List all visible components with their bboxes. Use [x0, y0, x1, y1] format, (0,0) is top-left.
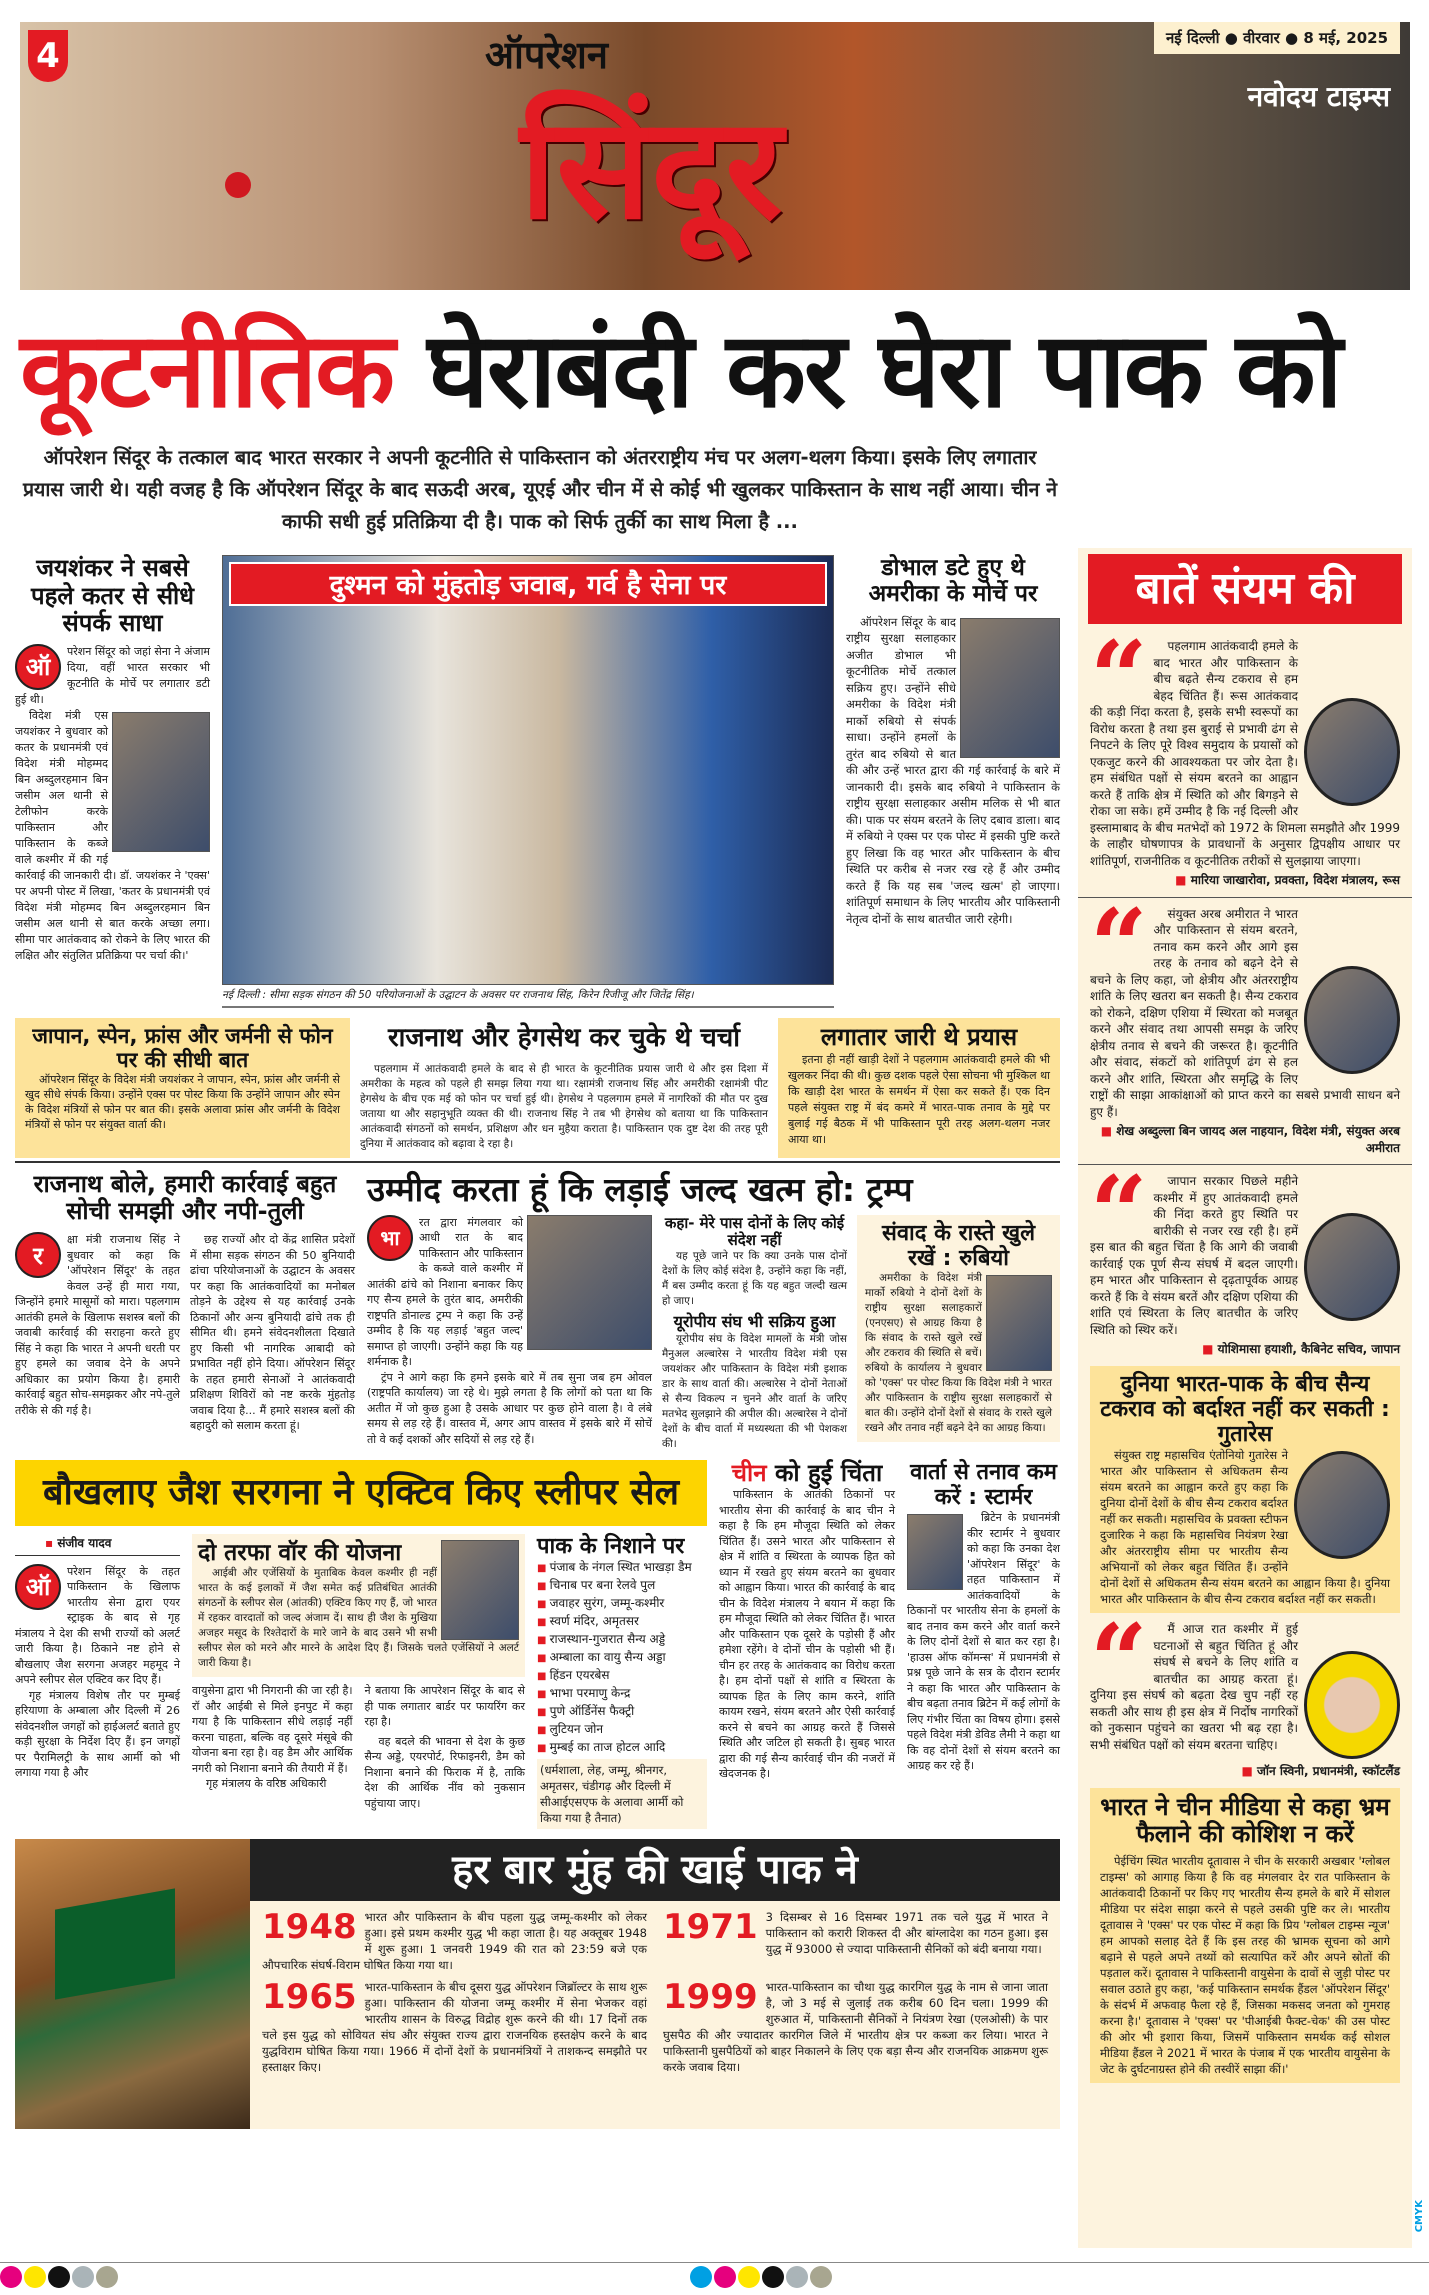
jaish-war-plan: [192, 1534, 525, 1677]
quote-uae: [1078, 898, 1412, 1166]
photo-starmer: [907, 1514, 963, 1590]
quote-russia: [1078, 630, 1412, 898]
war-text: 3 दिसम्बर से 16 दिसम्बर 1971 तक चले युद्ध में भारत ने पाकिस्तान को करारी शिकस्त दी और बांग्लादेश का गठन हुआ। इस युद्ध में 93000 से ज्यादा पाकिस्तानी सैनिकों को बंदी बनाया गया।: [765, 1910, 1048, 1957]
war-text: भारत-पाकिस्तान के बीच दूसरा युद्ध ऑपरेशन जिब्रॉल्टर के साथ शुरू हुआ। पाकिस्तान की योजना जम्मू कश्मीर में सेना भेजकर वहां भारतीय शासन के विरुद्ध विद्रोह शुरू करने की थी। 17 दिनों तक चले इस युद्ध को सोवियत संघ और संयुक्त राज्य द्वारा राजनयिक हस्तक्षेप करने के बाद युद्धविराम घोषित किया गया। 1966 में दोनों देशों के प्रधानमंत्रियों ने ताशकन्द समझौते पर हस्ताक्षर किए।: [262, 1980, 647, 2075]
china-headline: [719, 1460, 895, 1488]
jaish-middle: [192, 1534, 525, 1811]
byline-name: संजीव यादव: [57, 1535, 112, 1550]
quote-icon: “: [1090, 897, 1148, 1005]
war-entry: [262, 1979, 647, 2075]
photo-uae-minister: [1304, 966, 1400, 1074]
drop-cap: ऑ: [15, 644, 61, 690]
japan-calls-text: ऑपरेशन सिंदूर के विदेश मंत्री जयशंकर ने जापान, स्पेन, फ्रांस और जर्मनी से खुद सीधे संपर्क किया। उन्होंने एक्स पर पोस्ट किया कि उन्होंने जापान और स्पेन के विदेश मंत्रियों से फोन पर बात की। इसके अलावा फ्रांस और जर्मनी के विदेश मंत्रियों से फोन पर संयुक्त वार्ता की।: [25, 1073, 340, 1132]
article-china: [719, 1460, 895, 1782]
photo-masood-azhar: [441, 1540, 519, 1640]
pak-targets: [537, 1534, 707, 1829]
history-wars: [250, 1901, 1060, 2083]
war-entry: [262, 1909, 647, 1973]
byline: ▪ संजीव यादव: [15, 1534, 180, 1556]
war-plan-headline: दो तरफा वॉर की योजना: [198, 1539, 402, 1566]
trump-text: ट्रंप ने आगे कहा कि हमने इसके बारे में तब सुना जब हम ओवल (राष्ट्रपति कार्यालय) जा रहे थे। मुझे लगता है कि लोगों को पता था कि अतीत में जो कुछ हुआ है उसके आधार पर कुछ होने वाला है। वे लंबे समय से लड़ रहे हैं। वास्तव में, अगर आप वास्तव में इसके बारे में सोचें तो वे कई दशकों और सदियों से लड़ रहे हैं।: [367, 1370, 652, 1446]
trump-text: रत द्वारा मंगलवार को आधी रात के बाद पाकिस्तान और पाकिस्तान के कब्जे वाले कश्मीर में आतंकी ढांचे को निशाना बनाकर किए गए सैन्य हमले के तुरंत बाद, अमरीकी राष्ट्रपति डोनाल्ड ट्रम्प ने कहा कि उन्हें उम्मीद है कि यह लड़ाई 'बहुत जल्द' समाप्त हो जाएगी। उन्होंने कहा कि यह शर्मनाक है।: [367, 1215, 523, 1369]
row-top-stories: [15, 555, 1060, 1008]
guterres-box: [1090, 1366, 1400, 1614]
lead-headline-black: घेराबंदी कर घेरा पाक को: [427, 309, 1341, 431]
target-item: ■ चिनाब पर बना रेलवे पुल: [537, 1577, 707, 1595]
photo-banner: दुश्मन को मुंहतोड़ जवाब, गर्व है सेना पर: [229, 562, 827, 606]
war-year: 1999: [663, 1977, 758, 2018]
trump-subheading: कहा- मेरे पास दोनों के लिए कोई संदेश नहीं: [664, 1213, 845, 1250]
rubio-text: अमरीका के विदेश मंत्री मार्को रुबियो ने दोनों देशों के राष्ट्रीय सुरक्षा सलाहकारों (एनएसए) से आग्रह किया है कि संवाद के रास्ते खुले रखें और टकराव की स्थिति से बचें। रुबियो के कार्यालय ने बुधवार को 'एक्स' पर पोस्ट किया कि विदेश मंत्री ने भारत और पाकिस्तान के राष्ट्रीय सुरक्षा सलाहकारों से बात की। उन्होंने दोनों देशों से संवाद के रास्ते खुले रखने और तनाव नहीं बढ़ने देने का आग्रह किया।: [865, 1272, 1052, 1435]
series-big-title: सिंदूर: [520, 88, 783, 251]
rubio-headline: संवाद के रास्ते खुले रखें : रुबियो: [881, 1220, 1036, 1272]
eu-subheading: यूरोपीय संघ भी सक्रिय हुआ: [673, 1312, 836, 1332]
masthead-banner: [20, 22, 1410, 290]
photo-swinney: [1304, 1651, 1400, 1759]
quote-text: जापान सरकार पिछले महीने कश्मीर में हुए आतंकवादी हमले की निंदा करते हुए स्थिति पर बारीकी से नजर रख रही है। हमें इस बात की बहुत चिंता है कि आगे की जवाबी कार्रवाई एक पूर्ण सैन्य संघर्ष में बदल जाएगी। हम भारत और पाकिस्तान से दृढ़तापूर्वक आग्रह करते हैं कि वे संयम बरतें और दक्षिण एशिया की शांति एवं स्थिरता के लिए बातचीत के जरिए स्थिति को स्थिर करें।: [1090, 1174, 1298, 1337]
jaishankar-headline: जयशंकर ने सबसे पहले कतर से सीधे संपर्क साधा: [30, 554, 195, 638]
article-jaishankar: [15, 555, 210, 964]
article-hegseth: [350, 1018, 778, 1158]
war-year: 1971: [663, 1907, 758, 1948]
hegseth-text: पहलगाम में आतंकवादी हमले के बाद से ही भारत के कूटनीतिक प्रयास जारी थे और इस दिशा में अमरीका के महत्व को पहले ही समझ लिया गया था। रक्षामंत्री राजनाथ सिंह और अमरीकी रक्षामंत्री पीट हेगसेथ के बीच एक मई को फोन पर चर्चा हुई थी। हेगसेथ ने पहलगाम हमले में नागरिकों की मौत पर दुख जताया था और सहानुभूति व्यक्त की थी। राजनाथ सिंह ने तब भी हेगसेथ को बताया था कि पाकिस्तान आतंकवादी संगठनों को समर्थन, प्रशिक्षण और धन मुहैया कराता है। पाकिस्तान एक दुष्ट देश की तरह पूरी दुनिया में आतंकवाद को बढ़ावा दे रहा है।: [360, 1062, 768, 1150]
quote-icon: “: [1090, 1613, 1148, 1721]
war-year: 1965: [262, 1977, 357, 2018]
jaish-col-4: [365, 1683, 526, 1811]
jaish-text: गृह मंत्रालय विशेष तौर पर मुम्बई हरियाणा के अम्बाला और दिल्ली में 26 संवेदनशील जगहों को हाईअलर्ट बताते हुए कड़ी सुरक्षा के निर्देश दिए हैं। इन जगहों पर पैरामिलट्री के साथ आर्मी को भी लगाया गया है और: [15, 1688, 180, 1780]
targets-note: (धर्मशाला, लेह, जम्मू, श्रीनगर, अमृतसर, चंडीगढ़ और दिल्ली में सीआईएसएफ के अलावा आर्मी को किया गया है तैनात): [537, 1759, 707, 1829]
war-entry: [663, 1979, 1048, 2075]
rajnath-headline: राजनाथ बोले, हमारी कार्रवाई बहुत सोची समझी और नपी-तुली: [33, 1169, 337, 1226]
target-item: ■ राजस्थान-गुजरात सैन्य अड्डे: [537, 1631, 707, 1649]
target-item: ■ मुम्बई का ताज होटल आदि: [537, 1739, 707, 1757]
paper-name-logo: नवोदय टाइम्स: [1247, 80, 1390, 113]
pakistan-flag-icon: [55, 1888, 175, 1999]
article-rajnath: [15, 1171, 355, 1434]
war-entry: [663, 1909, 1048, 1973]
cmyk-label: CMYK: [1414, 2200, 1425, 2233]
jaish-text: वह बदले की भावना से देश के कुछ सैन्य अड्डे, एयरपोर्ट, रिफाइनरी, डैम को निशाना बनाने की फिराक में है, ताकि देश की आर्थिक नींव को नुकसान पहुंचाया जाए।: [364, 1734, 525, 1810]
targets-list: [537, 1559, 707, 1757]
doval-headline: डोभाल डटे हुए थे अमरीका के मोर्चे पर: [868, 555, 1038, 608]
jaish-text: परेशन सिंदूर के तहत पाकिस्तान के खिलाफ भारतीय सेना द्वारा एयर स्ट्राइक के बाद से गृह मंत्रालय ने देश की सभी राज्यों को अलर्ट जारी किया है। ठिकाने नष्ट होने से बौखलाए जैश सरगना अजहर महमूद ने अपने स्लीपर सेल एक्टिव कर दिए हैं।: [15, 1564, 180, 1687]
quote-japan: [1078, 1165, 1412, 1366]
japan-calls-headline: जापान, स्पेन, फ्रांस और जर्मनी से फोन पर की सीधी बात: [32, 1024, 333, 1073]
photo-caption: नई दिल्ली : सीमा सड़क संगठन की 50 परियोजनाओं के उद्घाटन के अवसर पर राजनाथ सिंह, किरेन रिजीजू और जितेंद्र सिंह।: [222, 985, 834, 1008]
history-war-illustration: [15, 1839, 250, 2129]
doval-text: ऑपरेशन सिंदूर के बाद राष्ट्रीय सुरक्षा सलाहकार अजीत डोभाल भी कूटनीतिक मोर्चे तत्काल सक्रिय हुए। उन्होंने सीधे अमरीका के विदेश मंत्री मार्को रुबियो से संपर्क साधा। उन्होंने हमलों के तुरंत बाद रुबियो से बात की और उन्हें भारत द्वारा की गई कार्रवाई के बारे में जानकारी दी। इसके बाद रुबियो ने पाकिस्तान के राष्ट्रीय सुरक्षा सलाहकार असीम मलिक से भी बात की। पाक पर संयम बरतने के लिए दबाव डाला। बाद में रुबियो ने एक्स पर एक पोस्ट में इसकी पुष्टि करते हुए लिखा कि वह भारत और पाकिस्तान के बीच स्थिति पर करीब से नजर रख रहे हैं और उम्मीद करते हैं कि यह सब 'जल्द खत्म' हो जाएगा। शांतिपूर्ण समाधान के लिए भारतीय और पाकिस्तानी नेतृत्व दोनों के साथ बातचीत जारी रहेगी।: [846, 614, 1060, 926]
rajnath-text: क्षा मंत्री राजनाथ सिंह ने बुधवार को कहा कि 'ऑपरेशन सिंदूर' के तहत केवल उन्हें ही मारा गया, जिन्होंने हमारे मासूमों को मारा। पहलगाम आतंकी हमले के खिलाफ सशस्त्र बलों की जवाबी कार्रवाई की सराहना करते हुए सिंह ने कहा कि भारत ने अपनी धरती पर हुए हमले का जवाब देने के अपने अधिकार का प्रयोग किया है। हमारी कार्रवाई बहुत सोच-समझकर और नपे-तुले तरीके से की गई है।: [15, 1233, 180, 1417]
target-item: ■ स्वर्ण मंदिर, अमृतसर: [537, 1613, 707, 1631]
photo-zakharova: [1304, 698, 1400, 806]
history-headline: हर बार मुंह की खाई पाक ने: [250, 1839, 1060, 1901]
starmer-headline: वार्ता से तनाव कम करें : स्टार्मर: [910, 1459, 1057, 1511]
main-column: [15, 555, 1060, 2129]
jaish-section: [15, 1460, 707, 1829]
quote-attribution: ■ शेख अब्दुल्ला बिन जायद अल नाहयान, विदेश मंत्री, संयुक्त अरब अमीरात: [1090, 1123, 1400, 1156]
target-item: ■ पंजाब के नंगल स्थित भाखड़ा डैम: [537, 1559, 707, 1577]
drop-cap: ऑ: [15, 1564, 61, 1610]
dateline: नई दिल्ली ● वीरवार ● 8 मई, 2025: [1154, 22, 1400, 54]
jaishankar-text: परेशन सिंदूर को जहां सेना ने अंजाम दिया, वहीं भारत सरकार भी कूटनीति के मोर्चे पर लगातार डटी हुई थी।: [15, 644, 210, 706]
efforts-headline: लगातार जारी थे प्रयास: [820, 1023, 1018, 1051]
row-diplomacy: [15, 1018, 1060, 1158]
efforts-text: इतना ही नहीं खाड़ी देशों ने पहलगाम आतंकवादी हमले की भी खुलकर निंदा की थी। कुछ दशक पहले ऐसा सोचना भी मुश्किल था कि खाड़ी देश भारत के समर्थन में ऐसा कर सकते हैं। एक दिन पहले संयुक्त राष्ट्र में बंद कमरे में भारत-पाक तनाव के मुद्दे पर बुलाई गई बैठक में भी पाकिस्तान पूरी तरह अलग-थलग नजर आया था।: [788, 1052, 1050, 1146]
quote-attribution: ■ मारिया जाखारोवा, प्रवक्ता, विदेश मंत्रालय, रूस: [1090, 872, 1400, 889]
article-starmer: [907, 1460, 1060, 1774]
article-efforts: [778, 1018, 1060, 1158]
jaish-text: ने बताया कि आपरेशन सिंदूर के बाद से ही पाक लगातार बार्डर पर फायरिंग कर रहा है।: [364, 1684, 525, 1729]
history-box: [15, 1839, 1060, 2129]
article-rubio: [857, 1215, 1060, 1443]
targets-headline: पाक के निशाने पर: [537, 1533, 685, 1559]
drop-cap: र: [15, 1232, 61, 1278]
hegseth-headline: राजनाथ और हेगसेथ कर चुके थे चर्चा: [387, 1023, 741, 1053]
quote-text: मैं आज रात कश्मीर में हुई घटनाओं से बहुत चिंतित हूं और संघर्ष से बचने के लिए शांति व बातचीत का आग्रह करता हूं। दुनिया इस संघर्ष को बढ़ता देख चुप नहीं रह सकती और साथ ही इस क्षेत्र में निर्दोष नागरिकों को नुकसान पहुंचने का खतरा भी बढ़ रहा है। सभी संबंधित पक्षों को संयम बरतना चाहिए।: [1090, 1622, 1298, 1752]
eu-text: यूरोपीय संघ के विदेश मामलों के मंत्री जोस मैनुअल अल्बारेस ने भारतीय विदेश मंत्री एस जयशंकर और पाकिस्तान के विदेश मंत्री इशाक डार के साथ वार्ता की। अल्बारेस ने दोनों नेताओं से सैन्य विकल्प न चुनने और वार्ता के जरिए मतभेद सुलझाने की अपील की। अल्बारेस ने दोनों देशों के बीच वार्ता में मध्यस्थता की भी पेशकश की।: [662, 1332, 847, 1450]
quote-scotland: [1078, 1613, 1412, 1788]
china-text: पाकिस्तान के आतंकी ठिकानों पर भारतीय सेना की कार्रवाई के बाद चीन ने कहा है कि हम मौजूदा स्थिति को लेकर चिंतित हैं। उसने भारत और पाकिस्तान से क्षेत्र में शांति व स्थिरता के व्यापक हित को ध्यान में रखते हुए संयम बरतने का बुधवार को आह्वान किया। भारत की कार्रवाई के बाद चीन के विदेश मंत्रालय ने बयान में कहा कि हम मौजूदा स्थिति को लेकर चिंतित हैं। भारत और पाकिस्तान एक दूसरे के पड़ोसी हैं और हमेशा रहेंगे। वे दोनों चीन के पड़ोसी भी हैं। चीन हर तरह के आतंकवाद का विरोध करता है। हम दोनों पक्षों से शांति व स्थिरता के व्यापक हित के लिए काम करने, शांति कायम रखने, संयम बरतने और ऐसी कार्रवाई करने से बचने का आग्रह करते हैं जिससे स्थिति और जटिल हो सकती है। सुबह भारत द्वारा की गई सैन्य कार्रवाई चीन की नजरों में खेदजनक है।: [719, 1488, 895, 1781]
war-text: भारत और पाकिस्तान के बीच पहला युद्ध जम्मू-कश्मीर को लेकर हुआ। इसे प्रथम कश्मीर युद्ध भी कहा जाता है। यह अक्तूबर 1948 में शुरू हुआ। 1 जनवरी 1949 की रात को 23:59 बजे एक औपचारिक संघर्ष-विराम घोषित किया गया था।: [262, 1910, 647, 1973]
trump-headline: उम्मीद करता हूं कि लड़ाई जल्द खत्म हो: ट्रम्प: [367, 1169, 913, 1209]
china-media-headline: भारत ने चीन मीडिया से कहा भ्रम फैलाने की कोशिश न करें: [1100, 1792, 1390, 1849]
photo-hayashi: [1304, 1213, 1400, 1321]
target-item: ■ भाभा परमाणु केन्द्र: [537, 1685, 707, 1703]
registration-marks: [0, 2262, 1429, 2292]
quote-text: संयुक्त अरब अमीरात ने भारत और पाकिस्तान से संयम बरतने, तनाव कम करने और आगे इस तरह के तनाव को बढ़ने देने से बचने के लिए कहा, जो क्षेत्रीय और अंतरराष्ट्रीय शांति के लिए खतरा बन सकती है। सैन्य टकराव को रोकने, दक्षिण एशिया में स्थिरता को मजबूत करने और संवाद तथा आपसी समझ के जरिए क्षेत्रीय तनाव से बचने की जरूरत है। कूटनीति और संवाद, संकटों को शांतिपूर्ण ढंग से हल करने और शांति, स्थिरता और समृद्धि के लिए राष्ट्रों की साझा आकांक्षाओं को प्राप्त करने का सबसे प्रभावी साधन बने हुए हैं।: [1090, 906, 1400, 1119]
jaish-banner: बौखलाए जैश सरगना ने एक्टिव किए स्लीपर सेल: [15, 1460, 707, 1526]
war-text: भारत-पाकिस्तान का चौथा युद्ध कारगिल युद्ध के नाम से जाना जाता है, जो 3 मई से जुलाई तक करीब 60 दिन चला। 1999 की शुरुआत में, पाकिस्तानी सैनिकों ने नियंत्रण रेखा (एलओसी) के पार घुसपैठ की और ज्यादातर कारगिल जिले में भारतीय क्षेत्र पर कब्जा कर लिया। भारत ने पाकिस्तानी घुसपैठियों को बाहर निकालने के लिए एक बड़ा सैन्य और राजनयिक आक्रमण शुरू करके जवाब दिया।: [663, 1980, 1048, 2075]
guterres-text: संयुक्त राष्ट्र महासचिव एंतोनियो गुतारेस ने भारत और पाकिस्तान से अधिकतम सैन्य संयम बरतने का आह्वान करते हुए कहा कि दुनिया दोनों देशों के बीच सैन्य टकराव बर्दाश्त नहीं कर सकती। महासचिव के प्रवक्ता स्टीफन दुजारिक ने कहा कि महासचिव नियंत्रण रेखा और अंतरराष्ट्रीय सीमा पर भारतीय सैन्य अभियानों को लेकर बहुत चिंतित हैं। उन्होंने दोनों देशों से अधिकतम सैन्य संयम बरतने का आह्वान किया है। दुनिया भारत और पाकिस्तान के बीच सैन्य टकराव बर्दाश्त नहीं कर सकती।: [1100, 1448, 1390, 1607]
rajnath-text: छह राज्यों और दो केंद्र शासित प्रदेशों में सीमा सड़क संगठन की 50 बुनियादी ढांचा परियोजनाओं के उद्घाटन के अवसर पर कहा कि आतंकवादियों का मनोबल तोड़ने के उद्देश्य से यह कार्रवाई उनके ठिकानों और अन्य बुनियादी ढांचे तक ही सीमित थी। हमने संवेदनशीलता दिखाते हुए किसी भी नागरिक आबादी को प्रभावित नहीं होने दिया। ऑपरेशन सिंदूर के तहत हमारी सेनाओं ने आतंकवादी प्रशिक्षण शिविरों को नष्ट करके मुंहतोड़ जवाब दिया है... मैं हमारे सशस्त्र बलों की बहादुरी को सलाम करता हूं।: [190, 1233, 355, 1433]
target-item: ■ लुटियन जोन: [537, 1721, 707, 1739]
target-item: ■ अम्बाला का वायु सैन्य अड्डा: [537, 1649, 707, 1667]
target-item: ■ जवाहर सुरंग, जम्मू-कश्मीर: [537, 1595, 707, 1613]
trump-sub-text: यह पूछे जाने पर कि क्या उनके पास दोनों देशों के लिए कोई संदेश है, उन्होंने कहा कि नहीं, मैं बस उम्मीद करता हूं कि यह बहुत जल्दी खत्म हो जाए।: [662, 1250, 847, 1308]
photo-trump: [527, 1215, 652, 1350]
jaish-text: गृह मंत्रालय के वरिष्ठ अधिकारी: [206, 1777, 327, 1791]
photo-rubio: [986, 1275, 1052, 1371]
photo-doval: [960, 618, 1060, 758]
article-eu: [662, 1215, 847, 1452]
photo-guterres: [1294, 1451, 1390, 1559]
jaish-col-3: [192, 1683, 353, 1792]
jaish-text: वायुसेना द्वारा भी निगरानी की जा रही है। रॉ और आईबी से मिले इनपुट में कहा गया है कि पाकिस्तान सीधे लड़ाई नहीं करना चाहता, बल्कि वह दूसरे मंसूबे की योजना बना रहा है। वह डैम और आर्थिक नगरी को निशाना बनाने की तैयारी में हैं।: [192, 1684, 353, 1775]
photo-jaishankar: [112, 712, 210, 852]
row-rajnath-trump: [15, 1171, 1060, 1452]
drop-cap: भा: [367, 1215, 413, 1261]
starmer-text: ब्रिटेन के प्रधानमंत्री कीर स्टार्मर ने बुधवार को कहा कि उनका देश 'ऑपरेशन सिंदूर' के तहत पाकिस्तान में आतंकवादियों के ठिकानों पर भारतीय सेना के हमलों के बाद तनाव कम करने और वार्ता करने के लिए दोनों देशों से बात कर रहा है। 'हाउस ऑफ कॉमन्स' में प्रधानमंत्री से प्रश्न पूछे जाने के सत्र के दौरान स्टार्मर ने कहा कि भारत और पाकिस्तान के बीच बढ़ता तनाव ब्रिटेन में कई लोगों के लिए गंभीर चिंता का विषय होगा। इससे पहले विदेश मंत्री डेविड लैमी ने कहा था कि वह दोनों देशों से संयम बरतने का आग्रह कर रहे हैं।: [907, 1511, 1060, 1773]
war-plan-text: आईबी और एजेंसियों के मुताबिक केवल कश्मीर ही नहीं भारत के कई इलाकों में जैश समेत कई प्रतिबंधित आतंकी संगठनों के स्लीपर सेल (आंतकी) एक्टिव किए गए हैं, जो भारत में रहकर वारदातों को जल्द अंजाम दें। साथ ही जैश के मुखिया अजहर मसूद के रिश्तेदारों के मारे जाने के बाद उसने भी सभी स्लीपर सेल को मरने और मारने के आदेश दिए हैं। जिसके चलते एजेंसियों ने अलर्ट जारी किया है।: [198, 1567, 519, 1670]
quote-attribution: ■ योशिमासा हयाशी, कैबिनेट सचिव, जापान: [1090, 1341, 1400, 1358]
trump-section: [367, 1171, 1060, 1452]
quote-icon: “: [1090, 630, 1148, 737]
lead-headline: [20, 305, 1420, 435]
target-item: ■ पुणे ऑर्डिनेंस फैक्ट्री: [537, 1703, 707, 1721]
article-doval: [846, 555, 1060, 927]
guterres-headline: दुनिया भारत-पाक के बीच सैन्य टकराव को बर्दाश्त नहीं कर सकती : गुतारेस: [1100, 1371, 1390, 1448]
row-jaish: [15, 1460, 1060, 1829]
quote-attribution: ■ जॉन स्विनी, प्रधानमंत्री, स्कॉटलैंड: [1090, 1763, 1400, 1780]
china-media-box: [1090, 1788, 1400, 2083]
china-media-text: पेईचिंग स्थित भारतीय दूतावास ने चीन के सरकारी अखबार 'ग्लोबल टाइम्स' को आगाह किया है कि वह मंगलवार देर रात पाकिस्तान के आतंकवादी ठिकानों पर किए गए भारतीय सैन्य हमले के बारे में सोशल मीडिया पर संदेश साझा करने से पहले उसकी पुष्टि कर ले। भारतीय दूतावास ने 'एक्स' पर एक पोस्ट में कहा कि प्रिय 'ग्लोबल टाइम्स न्यूज' हम आपको सलाह देते हैं कि इस तरह की भ्रामक सूचना को आगे बढ़ाने से पहले अपने तथ्यों को सत्यापित करें और अपने स्रोतों की पड़ताल करें। दूतावास ने पाकिस्तानी वायुसेना के दावों से जुड़ी पोस्ट पर सवाल उठाते हुए कहा, 'कई पाकिस्तान समर्थक हैंडल 'ऑपरेशन सिंदूर' के संदर्भ में अफवाह फैला रहे हैं, जिसका मकसद जनता को गुमराह करना है।' दूतावास ने 'एक्स' पर 'पीआईबी फैक्ट-चेक' की उस पोस्ट की ओर भी इशारा किया, जिसमें पाकिस्तान समर्थक कई सोशल मीडिया हैंडल ने 2021 में भारत के पंजाब में एक भारतीय वायुसेना के जेट के दुर्घटनाग्रस्त होने की तस्वीरें साझा कीं।': [1100, 1854, 1390, 2077]
quote-icon: “: [1090, 1165, 1148, 1272]
lead-deck: ऑपरेशन सिंदूर के तत्काल बाद भारत सरकार ने अपनी कूटनीति से पाकिस्तान को अंतरराष्ट्रीय मंच पर अलग-थलग किया। इसके लिए लगातार प्रयास जारी थे। यही वजह है कि ऑपरेशन सिंदूर के बाद सऊदी अरब, यूएई और चीन में से कोई भी खुलकर पाकिस्तान के साथ नहीं आया। चीन ने काफी सधी हुई प्रतिक्रिया दी है। पाक को सिर्फ तुर्की का साथ मिला है ...: [22, 446, 1058, 533]
sidebar-opinions: [1078, 548, 1412, 2248]
sidebar-title: बातें संयम की: [1088, 554, 1402, 624]
target-item: ■ हिंडन एयरबेस: [537, 1667, 707, 1685]
main-photo: [222, 555, 834, 985]
series-small-title: ऑपरेशन: [485, 33, 608, 77]
lead-headline-red: कूटनीतिक: [20, 309, 394, 431]
quote-text: पहलगाम आतंकवादी हमले के बाद भारत और पाकिस्तान के बीच बढ़ते सैन्य टकराव से हम बेहद चिंतित हैं। रूस आतंकवाद की कड़ी निंदा करता है, इसके सभी स्वरूपों का विरोध करता है तथा इस बुराई से प्रभावी ढंग से निपटने के लिए पूरे विश्व समुदाय के प्रयासों को एकजुट करने की आवश्यकता पर जोर देता है। हम संबंधित पक्षों से संयम बरतने का आह्वान करते हैं ताकि क्षेत्र में स्थिति को और बिगड़ने से रोका जा सके। हमें उम्मीद है कि नई दिल्ली और इस्लामाबाद के बीच मतभेदों को 1972 के शिमला समझौते और 1999 के लाहौर घोषणापत्र के प्रावधानों के अनुसार द्विपक्षीय आधार पर शांतिपूर्ण, राजनीतिक व कूटनीतिक तरीकों से सुलझाया जाएगा।: [1090, 639, 1400, 868]
page-number: 4: [28, 30, 68, 82]
china-headline-rest: को हुई चिंता: [774, 1458, 883, 1487]
article-jaish: [15, 1534, 180, 1781]
sindoor-mark: [225, 172, 251, 198]
jaishankar-text: विदेश मंत्री एस जयशंकर ने बुधवार को कतर के प्रधानमंत्री एवं विदेश मंत्री मोहम्मद बिन अब्दुलरहमान बिन जसीम अल थानी से टेलीफोन करके पाकिस्तान और पाकिस्तान के कब्जे वाले कश्मीर में की गई कार्रवाई की जानकारी दी। डॉ. जयशंकर ने 'एक्स' पर अपनी पोस्ट में लिखा, 'कतर के प्रधानमंत्री एवं विदेश मंत्री मोहम्मद बिन अब्दुलरहमान बिन जसीम अल थानी से बात करके अच्छा लगा। सीमा पार आतंकवाद को रोकने के लिए भारत की लक्षित और संतुलित प्रतिक्रिया पर चर्चा की।': [15, 708, 210, 962]
article-japan-calls: [15, 1018, 350, 1158]
war-year: 1948: [262, 1907, 357, 1948]
china-headline-red: चीन: [731, 1458, 767, 1487]
divider: [15, 1161, 1060, 1163]
main-photo-block: [222, 555, 834, 1008]
article-trump: [367, 1215, 652, 1448]
